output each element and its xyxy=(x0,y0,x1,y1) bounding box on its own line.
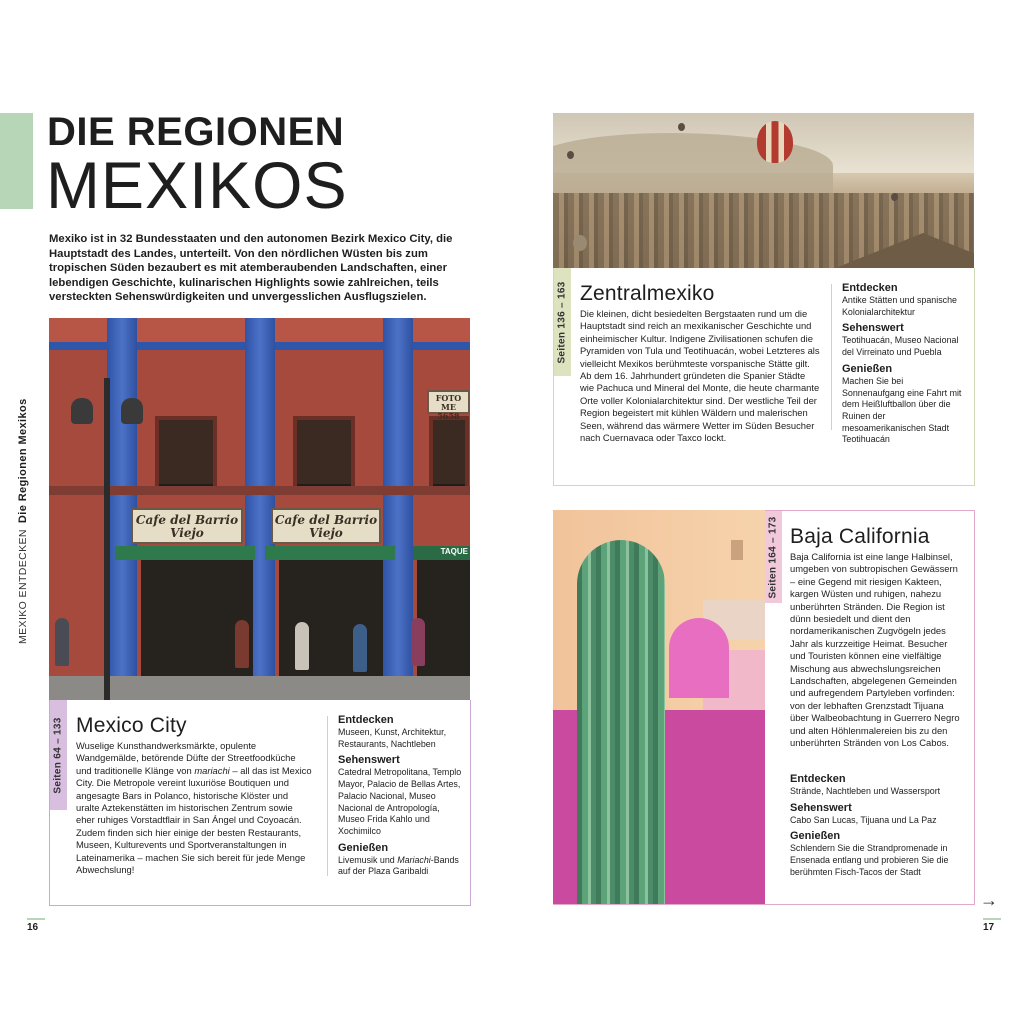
detail-text-italic: Mariachi xyxy=(397,854,431,865)
detail-text xyxy=(338,855,462,878)
page-range-tab xyxy=(50,700,67,810)
page-range-label: Seiten 136 – 163 xyxy=(557,280,569,364)
region-description: Die kleinen, dicht besiedelten Bergstaaten rund um die Hauptstadt sind reich an mexikanischer Geschichte und einheimischer Kultur. Indigene Zivilisationen schufen die Pyramiden von Tula und Teotihuacán, wobei Letzteres als vielleicht Mexikos berühmteste vorspanische Stätte gilt. Ab dem 16. Jahrhundert gründeten die Spanier Städte wie Pachuca und Mineral del Monte, die heute charmante Orte voller Kolonialarchitektur sind. Der westliche Teil der Region begeistert mit kühlen Wäldern und malerischen Seen, während das wärmere Wetter im Süden Besucher nach Cuernavaca oder Taxco lockt. xyxy=(580,308,820,444)
facade-window xyxy=(155,416,217,490)
distant-balloon xyxy=(891,193,898,201)
shop-awning xyxy=(413,546,470,560)
detail-heading: Entdecken xyxy=(338,714,394,726)
region-details xyxy=(790,773,966,879)
detail-text: Catedral Metropolitana, Templo Mayor, Palacio de Bellas Artes, Palacio Nacional, Museo Nacional de Antropología, Museo Frida Kahlo und Xochimilco xyxy=(338,767,462,836)
region-details xyxy=(338,714,462,878)
foto-sign xyxy=(427,390,470,421)
page-title-line1: DIE REGIONEN xyxy=(47,110,345,154)
region-title: Mexico City xyxy=(76,714,187,737)
region-description-italic: mariachi xyxy=(194,764,230,776)
shop-awning xyxy=(265,546,395,560)
page-range-label: Seiten 164 – 173 xyxy=(768,515,780,599)
detail-text: Cabo San Lucas, Tijuana und La Paz xyxy=(790,814,937,825)
cafe-sign-text: Cafe del Barrio Viejo xyxy=(135,513,239,540)
detail-text: Museen, Kunst, Architektur, Restaurants, Nachtleben xyxy=(338,727,447,749)
column-divider xyxy=(327,716,328,876)
street-lamp xyxy=(71,398,93,424)
column-divider xyxy=(831,284,832,430)
cactus-pink-wall-photo xyxy=(553,510,765,904)
detail-heading: Entdecken xyxy=(790,773,846,785)
detail-heading: Sehenswert xyxy=(790,801,852,814)
detail-heading: Sehenswert xyxy=(842,322,904,335)
taque-sign-text: TAQUE xyxy=(440,547,468,556)
region-box-mexico-city xyxy=(49,700,471,906)
cafe-sign xyxy=(131,508,243,544)
detail-text: Strände, Nachtleben und Wassersport xyxy=(790,786,941,796)
pedestrian xyxy=(411,618,425,666)
page-number-right: 17 xyxy=(983,922,995,933)
detail-text: Schlendern Sie die Strandpromenade in Ensenada entlang und probieren Sie die berühmten Fisch-Tacos der Stadt xyxy=(790,843,949,877)
page-range-tab xyxy=(765,511,782,603)
region-box-zentralmexiko xyxy=(553,268,975,486)
next-page-arrow-icon[interactable]: → xyxy=(980,890,998,910)
facade-window xyxy=(429,416,469,490)
page-title-line2: MEXIKOS xyxy=(46,148,348,222)
mexico-city-street-photo xyxy=(49,318,470,700)
cactus xyxy=(577,540,665,904)
detail-text: Machen Sie bei Sonnenaufgang eine Fahrt mit dem Heißluftballon über die Ruinen der mesoamerikanischen Stadt Teotihuacán xyxy=(842,375,962,445)
pedestrian xyxy=(235,620,249,668)
region-details xyxy=(842,282,968,446)
facade-column xyxy=(383,318,413,700)
shop-awning xyxy=(115,546,255,560)
region-description xyxy=(76,740,312,876)
detail-heading: Genießen xyxy=(842,362,893,375)
intro-paragraph: Mexiko ist in 32 Bundesstaaten und den autonomen Bezirk Mexico City, die Hauptstadt des Landes, unterteilt. Von den nördlichen Wüsten bis zum tropischen Süden bezaubert es mit atemberaubenden Landschaften, einer lebendigen Geschichte, kulinarischen Highlights sowie zahlreichen, teils versteckten Sehenswürdigkeiten und unvergesslichen Ausflugszielen. xyxy=(49,233,453,304)
running-head xyxy=(10,214,36,644)
detail-heading: Sehenswert xyxy=(338,754,400,767)
detail-heading: Entdecken xyxy=(842,282,898,294)
page-number-left: 16 xyxy=(27,922,39,933)
detail-heading: Genießen xyxy=(338,841,389,854)
region-box-baja-california xyxy=(553,510,975,905)
region-description: Baja California ist eine lange Halbinsel, umgeben von subtropischen Gewässern – eine Gegend mit riesigen Kakteen, kargen Wüsten und ruhigen, nahezu unberührten Stränden. Die Region ist dünn besiedelt und dient den nordamerikanischen Zugvögeln jedes Jahr als kurzzeitige Heimat. Besucher und Touristen können eine vielfältige Mischung aus abwechslungsreichen Landschaften, abgelegenen Gemeinden und aufregendem Partyleben vorfinden: von der lebhaften Grenzstadt Tijuana über Walbeobachtung in Guerrero Negro und alten Höhlenmalereien bis zu den unberührten Stränden von Los Cabos. xyxy=(790,551,960,749)
sidewalk xyxy=(49,676,470,700)
street-lamp-pole xyxy=(104,378,110,700)
cafe-sign xyxy=(271,508,381,544)
pedestrian xyxy=(295,622,309,670)
page-range-label: Seiten 64 – 133 xyxy=(53,716,64,794)
pedestrian xyxy=(353,624,367,672)
detail-heading: Genießen xyxy=(790,830,841,843)
detail-text: Teotihuacán, Museo Nacional del Virreinato und Puebla xyxy=(842,335,959,358)
wall-window xyxy=(731,540,743,560)
region-title: Zentralmexiko xyxy=(580,282,715,305)
hot-air-balloon xyxy=(757,121,793,163)
region-title: Baja California xyxy=(790,525,930,548)
cafe-sign-text: Cafe del Barrio Viejo xyxy=(274,513,378,540)
pedestrian xyxy=(55,618,69,666)
teotihuacan-balloon-photo xyxy=(553,113,974,268)
distant-balloon xyxy=(567,151,574,159)
region-description-part: – all das ist Mexico City. Die Metropole vereint luxuriöse Boutiquen und angesagte Bars in Polanco, historische Klöster und uralte Aztekenstätten im historischen Zentrum sowie eher ruhiges Vorstadtflair in San Ángel und Coyoacán. Zudem finden sich hier einige der besten Restaurants, Museen, Kulturevents und Sportveranstaltungen in Lateinamerika – machen Sie sich bereit für jede Menge Abwechslung! xyxy=(76,764,312,876)
facade-window xyxy=(293,416,355,490)
section-color-tab xyxy=(0,113,33,209)
distant-balloon xyxy=(678,123,685,131)
detail-text-part: Livemusik und xyxy=(338,854,398,865)
foto-sign-text: FOTO ME 5658 xyxy=(435,393,462,421)
pink-arch xyxy=(669,618,729,698)
region-description-part: Wuselige Kunsthandwerksmärkte, opulente Wandgemälde, betörende Düfte der Streetfoodküche und traditionelle Klänge von xyxy=(76,740,296,776)
distant-balloon xyxy=(573,235,587,251)
detail-text: Antike Stätten und spanische Kolonialarchitektur xyxy=(842,295,957,317)
running-head-chapter: Die Regionen Mexikos xyxy=(17,398,29,524)
page-range-tab xyxy=(554,268,571,376)
detail-text-part: -Bands auf der Plaza Garibaldi xyxy=(338,854,459,877)
street-lamp xyxy=(121,398,143,424)
running-head-section: MEXIKO ENTDECKEN xyxy=(17,529,29,644)
pyramid xyxy=(833,233,974,268)
facade-ledge xyxy=(49,486,470,495)
